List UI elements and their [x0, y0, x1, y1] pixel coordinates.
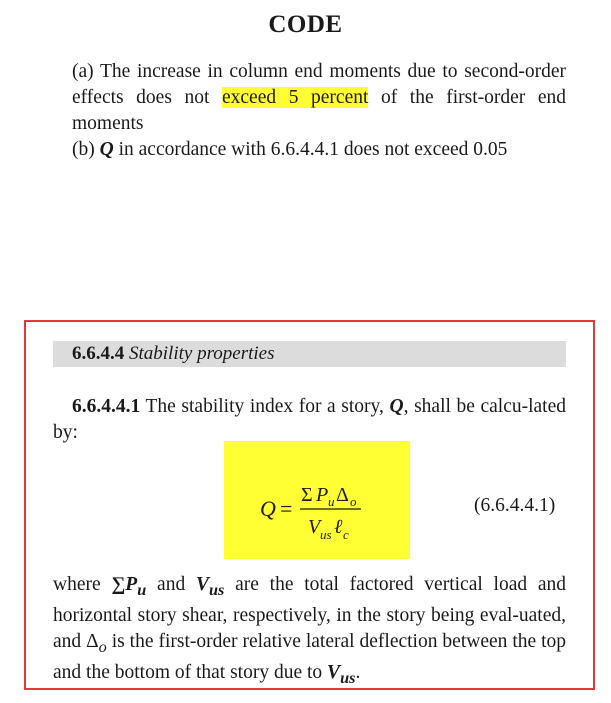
item-b-variable: Q [99, 139, 114, 160]
expl-v-us: V [195, 574, 209, 595]
eq-den-v-sub: us [320, 527, 332, 542]
stability-index-equation [224, 441, 410, 559]
eq-num-sigma: Σ [301, 484, 313, 506]
expl-end-punct: . [355, 661, 361, 683]
eq-den-l: ℓ [334, 516, 343, 538]
item-b-paragraph [72, 137, 566, 163]
expl-delta: Δ [86, 630, 99, 652]
eq-lhs: Q [260, 496, 276, 521]
page-title: CODE [268, 11, 343, 38]
subsection-text-pre: The stability index for a story, [145, 396, 384, 417]
item-a-text-pre: (a) The increase in column end moments due to second-order effects does not [72, 61, 566, 108]
item-a-paragraph [72, 59, 566, 137]
item-b-text: in accordance with 6.6.4.4.1 does not exceed 0.05 [118, 139, 508, 160]
eq-num-p-sub: u [328, 494, 335, 509]
subsection-paragraph [53, 394, 566, 446]
item-b-prefix: (b) [72, 139, 95, 160]
expl-end-v: V [327, 661, 341, 683]
expl-word-4: is the first-order relative lateral deflection between the top and the bottom of that story due to [53, 630, 567, 683]
expl-word-2: and [157, 574, 186, 595]
subsection-text-post: , shall be calcu-lated by: [53, 396, 567, 443]
eq-num-p: P [316, 484, 329, 506]
eq-den-l-sub: c [343, 527, 349, 542]
eq-num-delta: Δ [336, 484, 349, 506]
item-a-text-post: of the first-order end moments [72, 87, 566, 134]
equation-number: (6.6.4.4.1) [474, 495, 556, 516]
expl-word-1: where [53, 574, 101, 595]
section-number: 6.6.4.4 [72, 343, 125, 364]
section-title: Stability properties [129, 343, 275, 364]
eq-num-delta-sub: o [350, 494, 357, 509]
section-heading [53, 341, 566, 367]
expl-word-3: are the total factored vertical load and horizontal story shear, respectively, in the story being eval-uated, and [53, 574, 567, 652]
subsection-number: 6.6.4.4.1 [72, 396, 141, 417]
eq-equals: = [280, 496, 293, 521]
expl-sum-p: ∑P [111, 574, 138, 595]
expl-end-v-sub: us [340, 668, 356, 687]
highlighted-phrase: exceed 5 percent [222, 87, 369, 108]
expl-delta-sub: o [98, 637, 107, 656]
eq-den-v: V [308, 516, 321, 538]
subsection-variable: Q [389, 396, 404, 417]
expl-sum-p-sub: u [137, 580, 147, 599]
expl-v-us-sub: us [208, 580, 225, 599]
explanation-paragraph [53, 572, 566, 691]
